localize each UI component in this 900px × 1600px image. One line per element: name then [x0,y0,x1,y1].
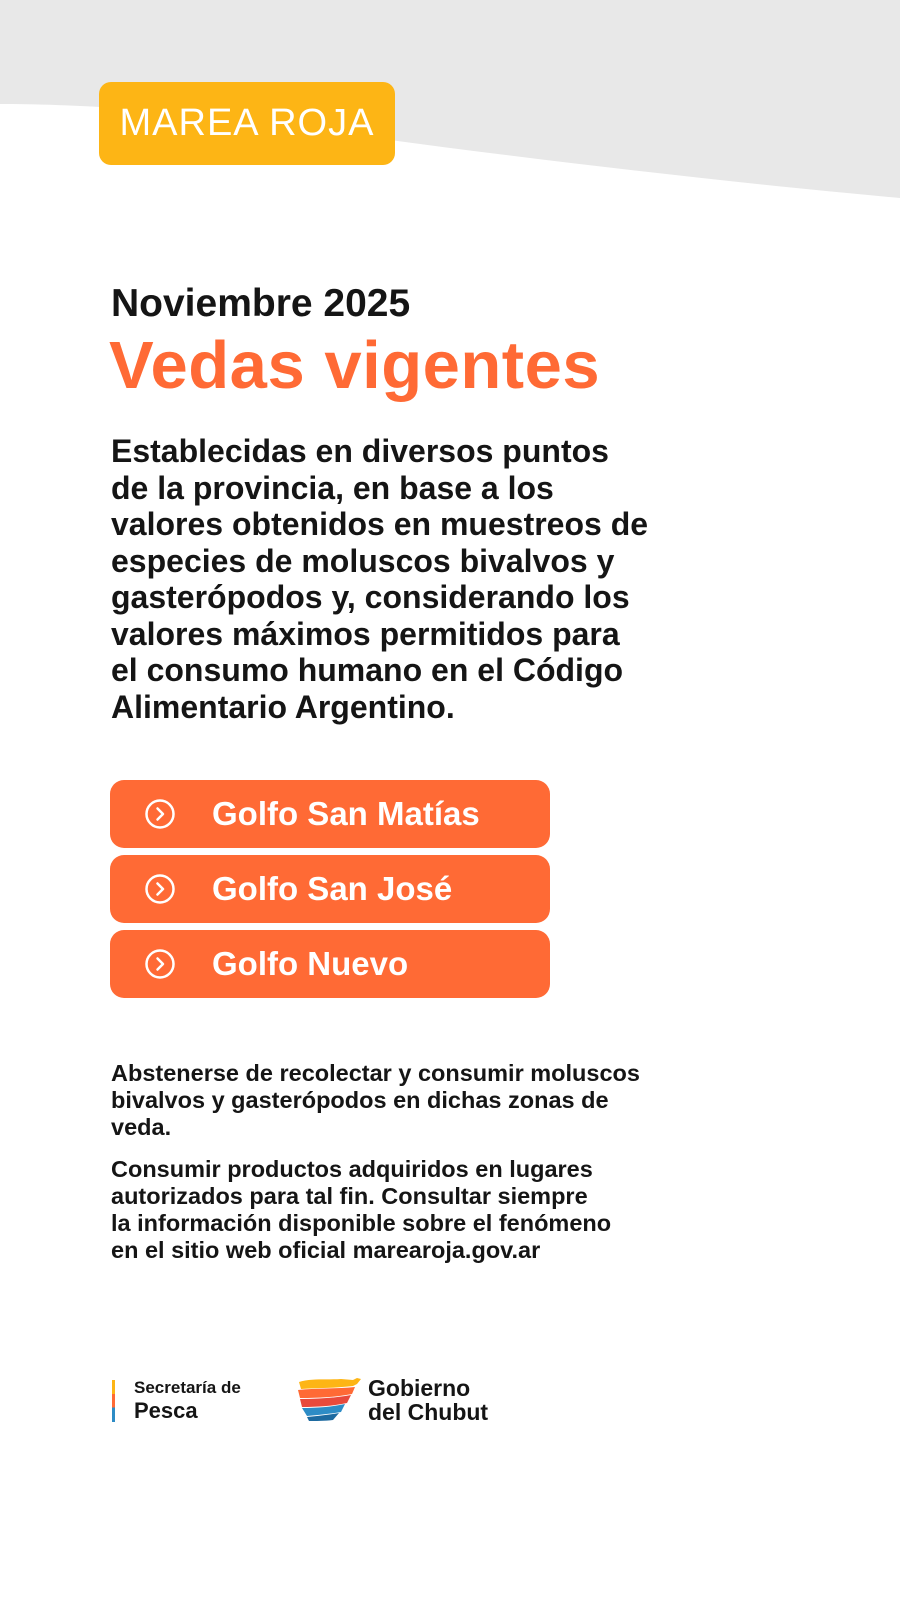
chevron-right-circle-icon [144,798,176,830]
pesca-logo-bar [112,1380,115,1422]
zone-button-golfo-san-jose[interactable] [110,855,550,923]
month-heading: Noviembre 2025 [111,282,411,325]
zone-label: Golfo Nuevo [212,945,409,982]
pesca-logo-line1: Secretaría de [134,1378,241,1397]
chevron-right-circle-icon [144,873,176,905]
notice-consume-authorized: Consumir productos adquiridos en lugares autorizados para tal fin. Consultar siempre la información disponible sobre el fenómeno en el sitio web oficial marearoja.gov.ar [111,1156,612,1263]
chubut-logo-icon [297,1376,363,1422]
zone-button-golfo-san-matias[interactable] [110,780,550,848]
pesca-logo-line2: Pesca [134,1398,198,1423]
notice-abstain: Abstenerse de recolectar y consumir moluscos bivalvos y gasterópodos en dichas zonas de veda. [111,1060,640,1140]
zone-button-golfo-nuevo[interactable] [110,930,550,998]
zone-list [110,780,550,1005]
chevron-right-circle-icon [144,948,176,980]
zone-label: Golfo San Matías [212,795,480,832]
description-text: Establecidas en diversos puntos de la provincia, en base a los valores obtenidos en muestreos de especies de moluscos bivalvos y gasterópodos y, considerando los valores máximos permitidos para el consumo humano en el Código Alimentario Argentino. [111,433,649,725]
zone-label: Golfo San José [212,870,453,907]
footer-logos [112,1376,612,1426]
page-title: Vedas vigentes [109,328,601,403]
marea-roja-badge: MAREA ROJA [99,82,395,165]
chubut-logo-text: Gobierno del Chubut [368,1375,489,1425]
